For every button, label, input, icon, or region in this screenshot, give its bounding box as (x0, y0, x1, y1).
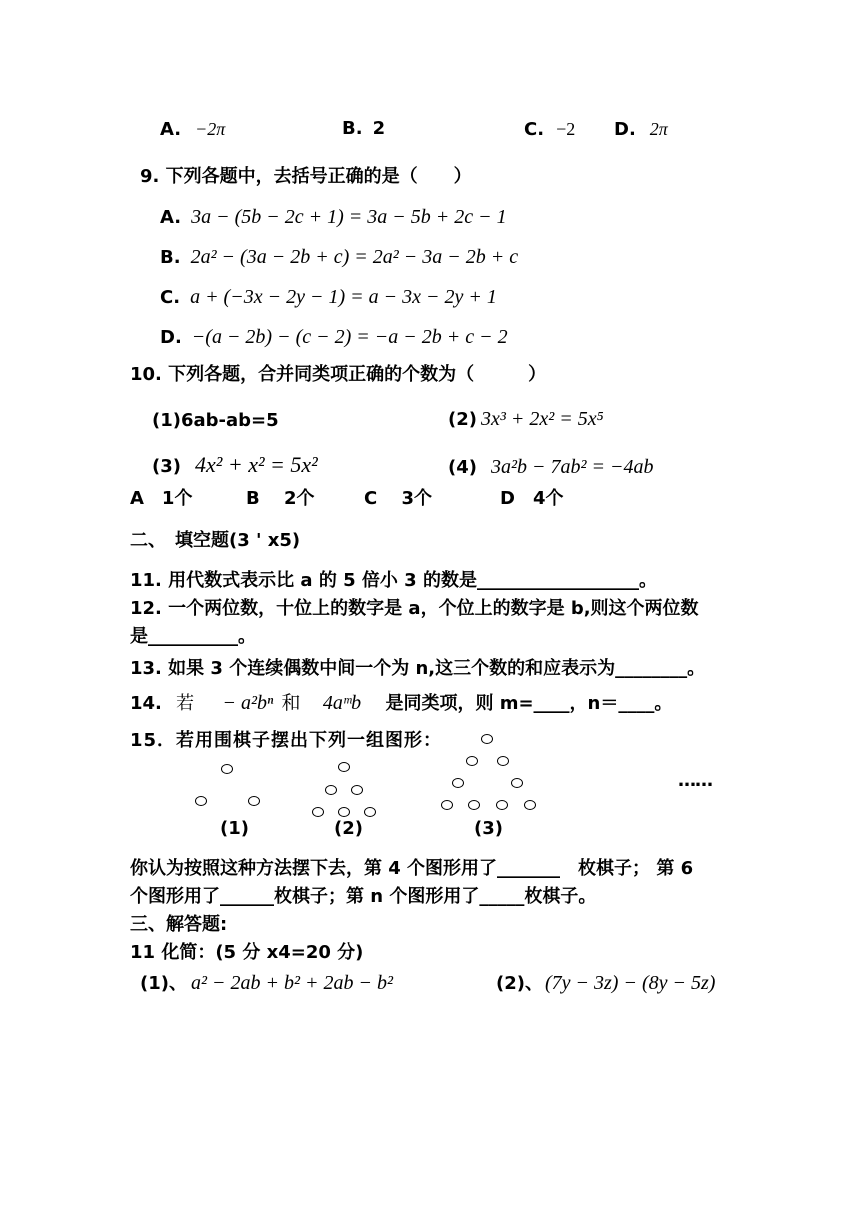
q9-option-b: B. 2a² − (3a − 2b + c) = 2a² − 3a − 2b + c (160, 246, 519, 268)
figure-label-1: (1) (220, 818, 249, 839)
go-stone (351, 785, 363, 795)
go-stone (325, 785, 337, 795)
q10-choice-a: A 1个 (130, 488, 193, 509)
go-stone (221, 764, 233, 774)
q9-option-a: A. 3a − (5b − 2c + 1) = 3a − 5b + 2c − 1 (160, 206, 507, 228)
go-stone (312, 807, 324, 817)
simplify-problem-1: (1)、 a² − 2ab + b² + 2ab − b² (140, 972, 393, 994)
q15-stem: 15．若用围棋子摆出下列一组图形： (130, 730, 443, 751)
go-stone (248, 796, 260, 806)
q10-choice-c: C 3个 (364, 488, 433, 509)
go-stone (468, 800, 480, 810)
q12-line-1: 12. 一个两位数，十位上的数字是 a，个位上的数字是 b,则这个两位数 (130, 598, 699, 619)
q8-option-b: B. 2 (342, 118, 386, 139)
go-stone (481, 734, 493, 744)
go-stone (338, 807, 350, 817)
q10-choice-d: D 4个 (500, 488, 564, 509)
q10-item-3: (3) 4x² + x² = 5x² (152, 452, 318, 477)
go-stone (338, 762, 350, 772)
q14-text: 14. 若 − a²bⁿ 和 4aᵐb 是同类项，则 m=____，n＝____。 (130, 692, 673, 714)
go-stone (466, 756, 478, 766)
q9-option-d: D. −(a − 2b) − (c − 2) = −a − 2b + c − 2 (160, 326, 508, 348)
q15-follow-1: 你认为按照这种方法摆下去，第 4 个图形用了_______ 枚棋子； 第 6 (130, 858, 694, 879)
figure-ellipsis: …… (678, 770, 712, 791)
go-stone (195, 796, 207, 806)
section-2-title: 二、 填空题(3 ' x5) (130, 530, 301, 551)
go-stone (364, 807, 376, 817)
q10-item-4: (4) 3a²b − 7ab² = −4ab (448, 456, 654, 478)
q11-text: 11. 用代数式表示比 a 的 5 倍小 3 的数是__________________。 (130, 570, 657, 591)
q8-option-a: A. −2π (160, 119, 226, 140)
q12-line-2: 是__________。 (130, 626, 256, 647)
simplify-problem-2: (2)、 (7y − 3z) − (8y − 5z) (496, 972, 716, 994)
q10-item-2: (2) 3x³ + 2x² = 5x⁵ (448, 408, 604, 430)
go-stone (452, 778, 464, 788)
q13-text: 13. 如果 3 个连续偶数中间一个为 n,这三个数的和应表示为________。 (130, 658, 706, 679)
go-stone (441, 800, 453, 810)
simplify-title: 11 化简：(5 分 x4=20 分) (130, 942, 364, 963)
figure-label-3: (3) (474, 818, 503, 839)
q9-option-c: C. a + (−3x − 2y − 1) = a − 3x − 2y + 1 (160, 286, 497, 308)
go-stone (524, 800, 536, 810)
q8-option-d: D. 2π (614, 119, 668, 140)
q10-stem: 10. 下列各题，合并同类项正确的个数为（ ） (130, 364, 547, 385)
q10-item-1: (1)6ab-ab=5 (152, 410, 279, 431)
q15-follow-2: 个图形用了______枚棋子；第 n 个图形用了_____枚棋子。 (130, 886, 597, 907)
section-3-title: 三、解答题: (130, 914, 228, 935)
q10-choice-b: B 2个 (246, 488, 315, 509)
q8-option-c: C. −2 (524, 119, 576, 140)
go-stone (511, 778, 523, 788)
go-stone (496, 800, 508, 810)
figure-label-2: (2) (334, 818, 363, 839)
q9-stem: 9. 下列各题中，去括号正确的是（ ） (140, 166, 472, 187)
go-stone (497, 756, 509, 766)
